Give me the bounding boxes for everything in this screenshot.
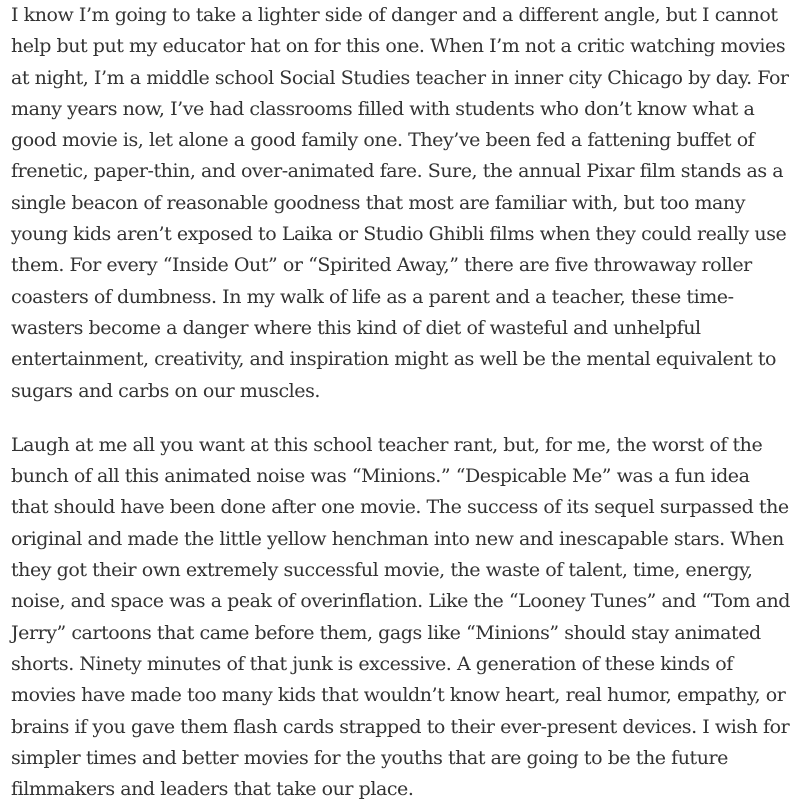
paragraph-1: I know I’m going to take a lighter side of danger and a different angle, but I cannot help but put my educator hat on for this one. When I’m not a critic watching movies at night, I’m a middle school Social Studies teacher in inner city Chicago by day. For many years now, I’ve had classrooms filled with students who don’t know what a good movie is, let alone a good family one. They’ve been fed a fattening buffet of frenetic, paper-thin, and over-animated fare. Sure, the annual Pixar film stands as a single beacon of reasonable goodness that most are familiar with, but too many young kids aren’t exposed to Laika or Studio Ghibli films when they could really use them. For every “Inside Out” or “Spirited Away,” there are five throwaway roller coasters of dumbness. In my walk of life as a parent and a teacher, these time-wasters become a danger where this kind of diet of wasteful and unhelpful entertainment, creativity, and inspiration might as well be the mental equivalent to sugars and carbs on our muscles. bbox=[11, 4, 789, 402]
paragraph-2: Laugh at me all you want at this school teacher rant, but, for me, the worst of the bunch of all this animated noise was “Minions.” “Despicable Me” was a fun idea that should have been done after one movie. The success of its sequel surpassed the original and made the little yellow henchman into new and inescapable stars. When they got their own extremely successful movie, the waste of talent, time, energy, noise, and space was a peak of overinflation. Like the “Looney Tunes” and “Tom and Jerry” cartoons that came before them, gags like “Minions” should stay animated shorts. Ninety minutes of that junk is excessive. A generation of these kinds of movies have made too many kids that wouldn’t know heart, real humor, empathy, or brains if you gave them flash cards strapped to their ever-present devices. I wish for simpler times and better movies for the youths that are going to be the future filmmakers and leaders that take our place. bbox=[11, 433, 791, 801]
